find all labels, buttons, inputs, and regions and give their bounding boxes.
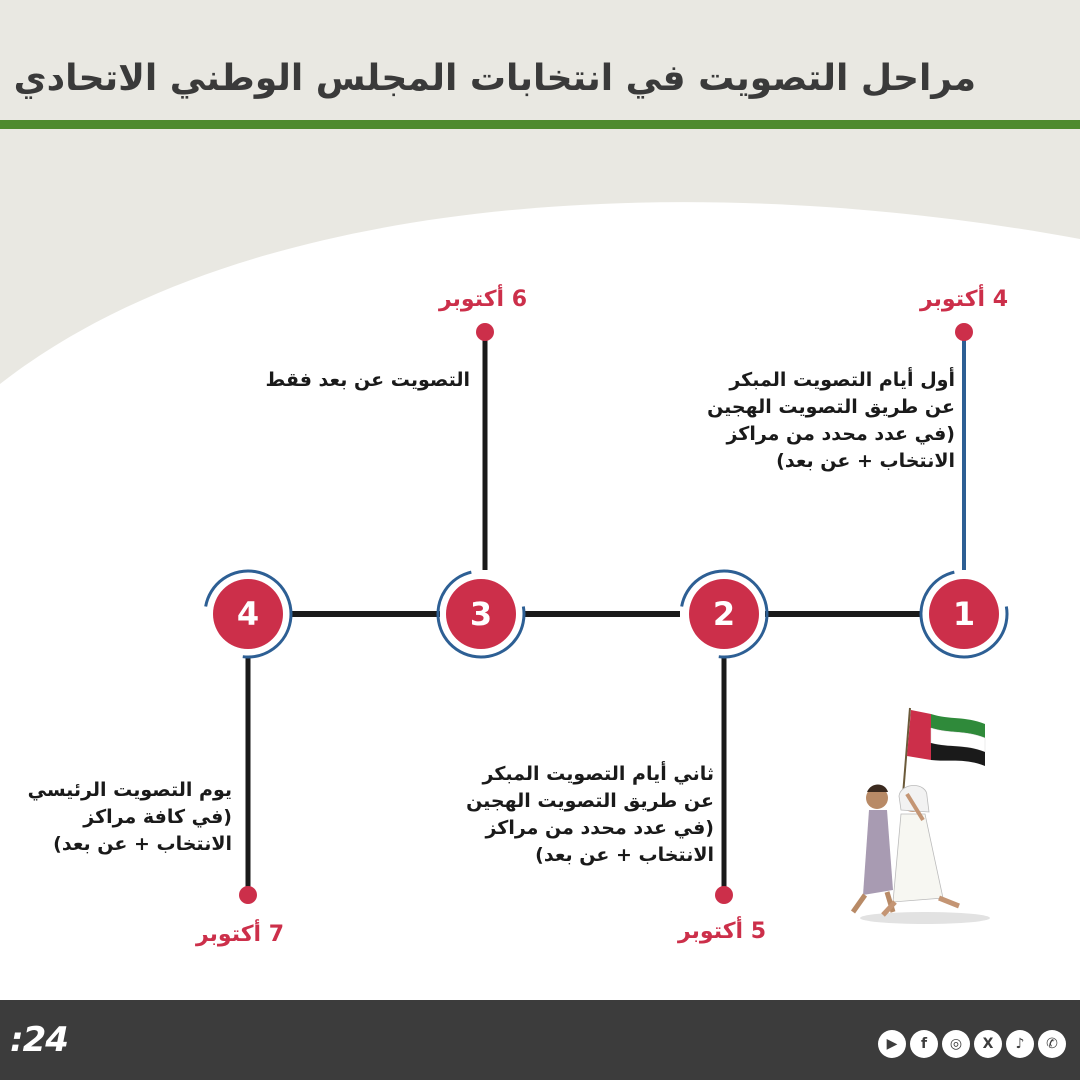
step-2-line-3: (في عدد محدد من مراكز: [485, 817, 714, 839]
step-1-line-1: أول أيام التصويت المبكر: [729, 369, 955, 391]
step-1-number: 1: [929, 579, 999, 649]
tiktok-icon[interactable]: ♪: [1006, 1030, 1034, 1058]
step-1-description: [707, 367, 955, 475]
step-1-line-3: (في عدد محدد من مراكز: [726, 423, 955, 445]
step-4-number: 4: [213, 579, 283, 649]
x-icon[interactable]: X: [974, 1030, 1002, 1058]
step-4-date: 7 أكتوبر: [195, 922, 284, 947]
step-3-number: 3: [446, 579, 516, 649]
step-2-date: 5 أكتوبر: [677, 919, 766, 944]
step-4-line-1: يوم التصويت الرئيسي: [27, 779, 232, 801]
step-2-line-2: عن طريق التصويت الهجين: [466, 790, 714, 812]
whatsapp-icon[interactable]: ✆: [1038, 1030, 1066, 1058]
children-flag-illustration: [835, 700, 995, 930]
footer: [0, 1000, 1080, 1080]
step-3-description: [265, 367, 470, 394]
youtube-icon[interactable]: ▶: [878, 1030, 906, 1058]
step-4-description: [28, 777, 232, 858]
facebook-icon[interactable]: f: [910, 1030, 938, 1058]
step-1-line-2: عن طريق التصويت الهجين: [707, 396, 955, 418]
step-2-description: [466, 761, 714, 869]
step-2-line-1: ثاني أيام التصويت المبكر: [482, 763, 714, 785]
instagram-icon[interactable]: ◎: [942, 1030, 970, 1058]
step-1-date: 4 أكتوبر: [919, 287, 1008, 312]
page-title: مراحل التصويت في انتخابات المجلس الوطني الاتحادي: [13, 58, 976, 99]
step-3-date: 6 أكتوبر: [438, 287, 527, 312]
step-2-line-4: الانتخاب + عن بعد): [535, 844, 714, 866]
step-4-line-2: (في كافة مراكز: [83, 806, 232, 828]
step-3-line-1: التصويت عن بعد فقط: [265, 369, 470, 391]
brand-logo[interactable]: :24: [10, 1020, 68, 1060]
social-icons: [878, 1030, 1066, 1058]
step-1-line-4: الانتخاب + عن بعد): [776, 450, 955, 472]
step-2-number: 2: [689, 579, 759, 649]
step-4-line-3: الانتخاب + عن بعد): [53, 833, 232, 855]
